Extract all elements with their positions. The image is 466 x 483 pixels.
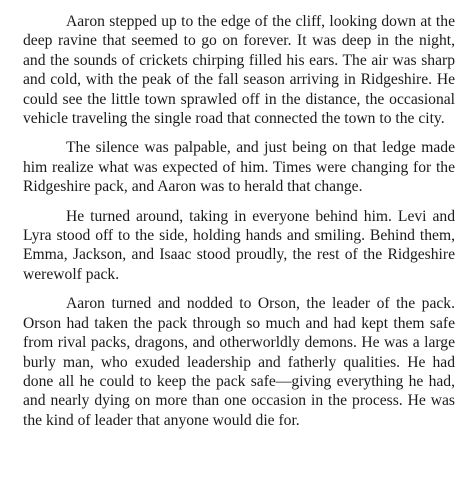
paragraph-silence: The silence was palpable, and just being on that ledge made him realize what was expected of him. Times were changing for the Ridgeshire pack, and Aaron was to herald that change. <box>23 139 455 196</box>
paragraph-cliff: Aaron stepped up to the edge of the cliff, looking down at the deep ravine that seemed to go on forever. It was deep in the night, and the sounds of crickets chirping filled his ears. The air was sharp and cold, with the peak of the fall season arriving in Ridgeshire. He could see the little town sprawled off in the distance, the occasional vehicle traveling the single road that connected the town to the city. <box>23 13 455 128</box>
paragraph-orson: Aaron turned and nodded to Orson, the leader of the pack. Orson had taken the pack through so much and had kept them safe from rival packs, dragons, and otherworldly demons. He was a large burly man, who exuded leadership and fatherly qualities. He had done all he could to keep the pack safe—giving everything he had, and nearly dying on more than one occasion in the process. He was the kind of leader that anyone would die for. <box>23 295 455 429</box>
paragraph-pack: He turned around, taking in everyone behind him. Levi and Lyra stood off to the side, holding hands and smiling. Behind them, Emma, Jackson, and Isaac stood proudly, the rest of the Ridgeshire werewolf pack. <box>23 207 455 283</box>
document-page <box>23 12 455 430</box>
